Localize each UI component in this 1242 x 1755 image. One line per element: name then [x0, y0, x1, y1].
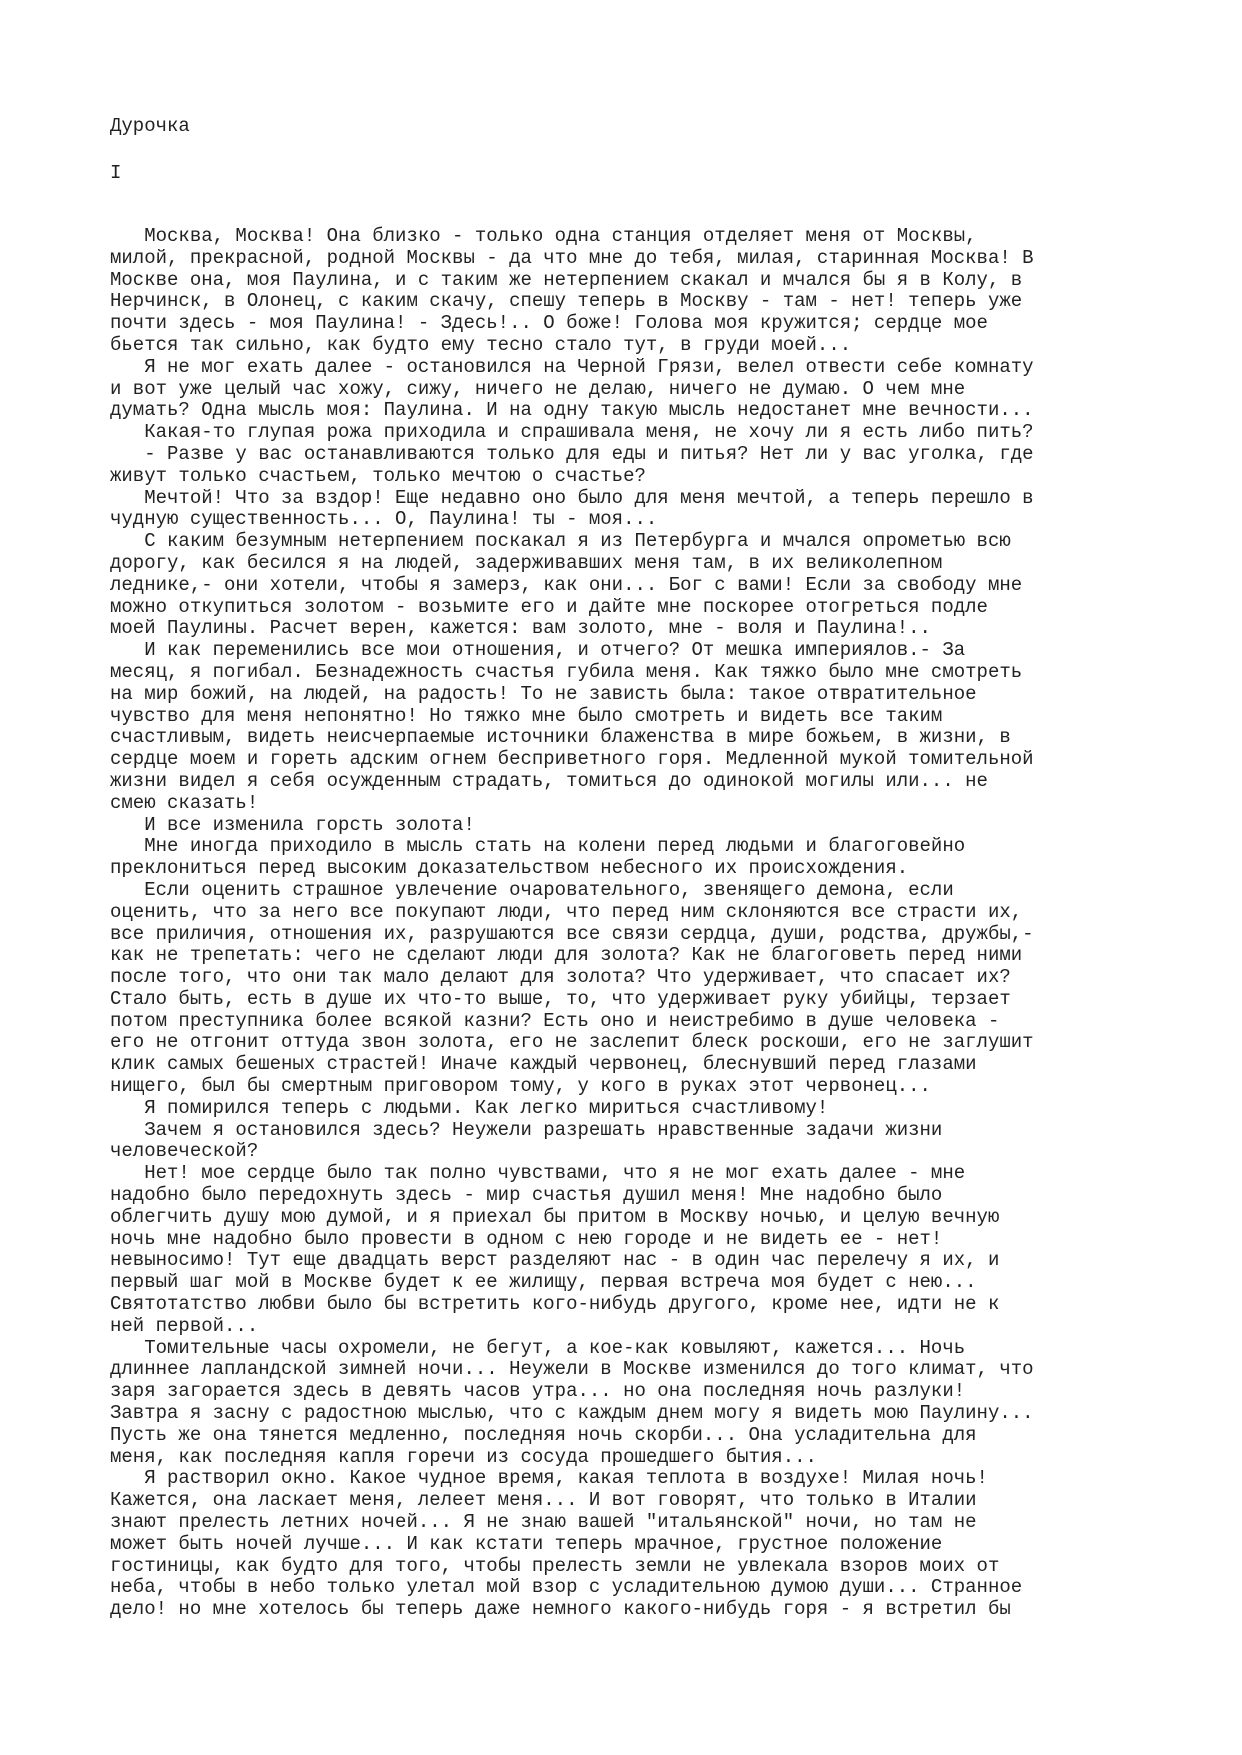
text-line: знают прелесть летних ночей... Я не знаю вашей "итальянской" ночи, но там не	[110, 1511, 977, 1534]
text-line: Нерчинск, в Олонец, с каким скачу, спешу теперь в Москву - там - нет! теперь уже	[110, 290, 1023, 313]
text-line: после того, что они так мало делают для золота? Что удерживает, что спасает их?	[110, 966, 1011, 989]
text-line: клик самых бешеных страстей! Иначе каждый червонец, блеснувший перед глазами	[110, 1053, 977, 1076]
text-line: гостиницы, как будто для того, чтобы прелесть земли не увлекала взоров моих от	[110, 1554, 1000, 1577]
text-line: надобно было передохнуть здесь - мир счастья душил меня! Мне надобно было	[110, 1184, 943, 1207]
text-line: Зачем я остановился здесь? Неужели разрешать нравственные задачи жизни	[110, 1118, 943, 1141]
text-line: сердце моем и гореть адским огнем бесприветного горя. Медленной мукой томительной	[110, 748, 1034, 771]
text-line: Какая-то глупая рожа приходила и спрашивала меня, не хочу ли я есть либо пить?	[110, 421, 1034, 444]
text-line: можно откупиться золотом - возьмите его и дайте мне поскорее отогреться подле	[110, 595, 988, 618]
text-line: Нет! мое сердце было так полно чувствами, что я не мог ехать далее - мне	[110, 1162, 966, 1185]
chapter-heading: I	[110, 162, 122, 184]
text-line: Я растворил окно. Какое чудное время, какая теплота в воздухе! Милая ночь!	[110, 1467, 988, 1490]
text-line: моей Паулины. Расчет верен, кажется: вам золото, мне - воля и Паулина!..	[110, 617, 931, 640]
text-line: чудную существенность... О, Паулина! ты - моя...	[110, 508, 658, 531]
text-line: оценить, что за него все покупают люди, что перед ним склоняются все страсти их,	[110, 900, 1023, 923]
text-line: Мечтой! Что за вздор! Еще недавно оно было для меня мечтой, а теперь перешло в	[110, 486, 1034, 509]
text-line: неба, чтобы в небо только улетал мой взор с усладительною думою души... Странное	[110, 1576, 1023, 1599]
text-line: думать? Одна мысль моя: Паулина. И на одну такую мысль недостанет мне вечности...	[110, 399, 1034, 422]
text-line: почти здесь - моя Паулина! - Здесь!.. О боже! Голова моя кружится; сердце мое	[110, 312, 988, 335]
text-line: Кажется, она ласкает меня, лелеет меня... И вот говорят, что только в Италии	[110, 1489, 977, 1512]
text-line: человеческой?	[110, 1140, 259, 1163]
text-line: Если оценить страшное увлечение очаровательного, звенящего демона, если	[110, 878, 954, 901]
text-line: месяц, я погибал. Безнадежность счастья губила меня. Как тяжко было мне смотреть	[110, 660, 1023, 683]
text-line: преклониться перед высоким доказательством небесного их происхождения.	[110, 857, 909, 880]
text-line: дело! но мне хотелось бы теперь даже немного какого-нибудь горя - я встретил бы	[110, 1598, 1011, 1621]
text-line: длиннее лапландской зимней ночи... Неужели в Москве изменился до того климат, что	[110, 1358, 1034, 1381]
text-line: Пусть же она тянется медленно, последняя ночь скорби... Она усладительна для	[110, 1423, 977, 1446]
text-line: может быть ночей лучше... И как кстати теперь мрачное, грустное положение	[110, 1532, 943, 1555]
text-line: И все изменила горсть золота!	[110, 813, 475, 836]
document-title: Дурочка	[110, 115, 190, 137]
text-line: С каким безумным нетерпением поскакал я из Петербурга и мчался опрометью всю	[110, 530, 1011, 553]
text-line: нищего, был бы смертным приговором тому, у кого в руках этот червонец...	[110, 1075, 931, 1098]
text-line: ночь мне надобно было провести в одном с нею городе и не видеть ее - нет!	[110, 1227, 943, 1250]
text-line: все приличия, отношения их, разрушаются все связи сердца, души, родства, дружбы,-	[110, 922, 1034, 945]
text-line: невыносимо! Тут еще двадцать верст разделяют нас - в один час перелечу я их, и	[110, 1249, 1000, 1272]
text-line: облегчить душу мою думой, и я приехал бы притом в Москву ночью, и целую вечную	[110, 1205, 1000, 1228]
text-line: Томительные часы охромели, не бегут, а кое-как ковыляют, кажется... Ночь	[110, 1336, 966, 1359]
text-line: бьется так сильно, как будто ему тесно стало тут, в груди моей...	[110, 333, 852, 356]
text-line: - Разве у вас останавливаются только для еды и питья? Нет ли у вас уголка, где	[110, 442, 1034, 465]
text-line: Я помирился теперь с людьми. Как легко мириться счастливому!	[110, 1096, 829, 1119]
text-line: И как переменились все мои отношения, и отчего? От мешка империялов.- За	[110, 639, 966, 662]
text-line: заря загорается здесь в девять часов утра... но она последняя ночь разлуки!	[110, 1380, 966, 1403]
text-line: Москве она, моя Паулина, и с таким же нетерпением скакал и мчался бы я в Колу, в	[110, 268, 1023, 291]
text-line: чувство для меня непонятно! Но тяжко мне было смотреть и видеть все таким	[110, 704, 943, 727]
text-line: Завтра я засну с радостною мыслью, что с каждым днем могу я видеть мою Паулину...	[110, 1402, 1034, 1425]
text-line: меня, как последняя капля горечи из сосуда прошедшего бытия...	[110, 1445, 817, 1468]
text-line: Мне иногда приходило в мысль стать на колени перед людьми и благоговейно	[110, 835, 966, 858]
text-line: счастливым, видеть неисчерпаемые источники блаженства в мире божьем, в жизни, в	[110, 726, 1011, 749]
text-line: живут только счастьем, только мечтою о счастье?	[110, 464, 646, 487]
text-line: Москва, Москва! Она близко - только одна станция отделяет меня от Москвы,	[110, 225, 977, 247]
document-page	[110, 0, 1190, 1755]
text-line: жизни видел я себя осужденным страдать, томиться до одинокой могилы или... не	[110, 769, 988, 792]
text-line: потом преступника более всякой казни? Есть оно и неистребимо в душе человека -	[110, 1009, 1000, 1032]
text-line: и вот уже целый час хожу, сижу, ничего не делаю, ничего не думаю. О чем мне	[110, 377, 966, 400]
text-line: леднике,- они хотели, чтобы я замерз, как они... Бог с вами! Если за свободу мне	[110, 573, 1023, 596]
text-line: Я не мог ехать далее - остановился на Черной Грязи, велел отвести себе комнату	[110, 355, 1034, 378]
text-line: Стало быть, есть в душе их что-то выше, то, что удерживает руку убийцы, терзает	[110, 987, 1011, 1010]
text-line: на мир божий, на людей, на радость! То не зависть была: такое отвратительное	[110, 682, 977, 705]
text-line: смею сказать!	[110, 791, 259, 814]
text-line: первый шаг мой в Москве будет к ее жилищу, первая встреча моя будет с нею...	[110, 1271, 977, 1294]
text-line: ней первой...	[110, 1314, 259, 1337]
text-line: Святотатство любви было бы встретить кого-нибудь другого, кроме нее, идти не к	[110, 1293, 1000, 1316]
body-text	[110, 226, 1034, 1621]
text-line: как не трепетать: чего не сделают люди для золота? Как не благоговеть перед ними	[110, 944, 1023, 967]
text-line: его не отгонит оттуда звон золота, его не заслепит блеск роскоши, его не заглушит	[110, 1031, 1034, 1054]
text-line: милой, прекрасной, родной Москвы - да что мне до тебя, милая, старинная Москва! В	[110, 246, 1034, 269]
text-line: дорогу, как бесился я на людей, задерживавших меня там, в их великолепном	[110, 551, 943, 574]
